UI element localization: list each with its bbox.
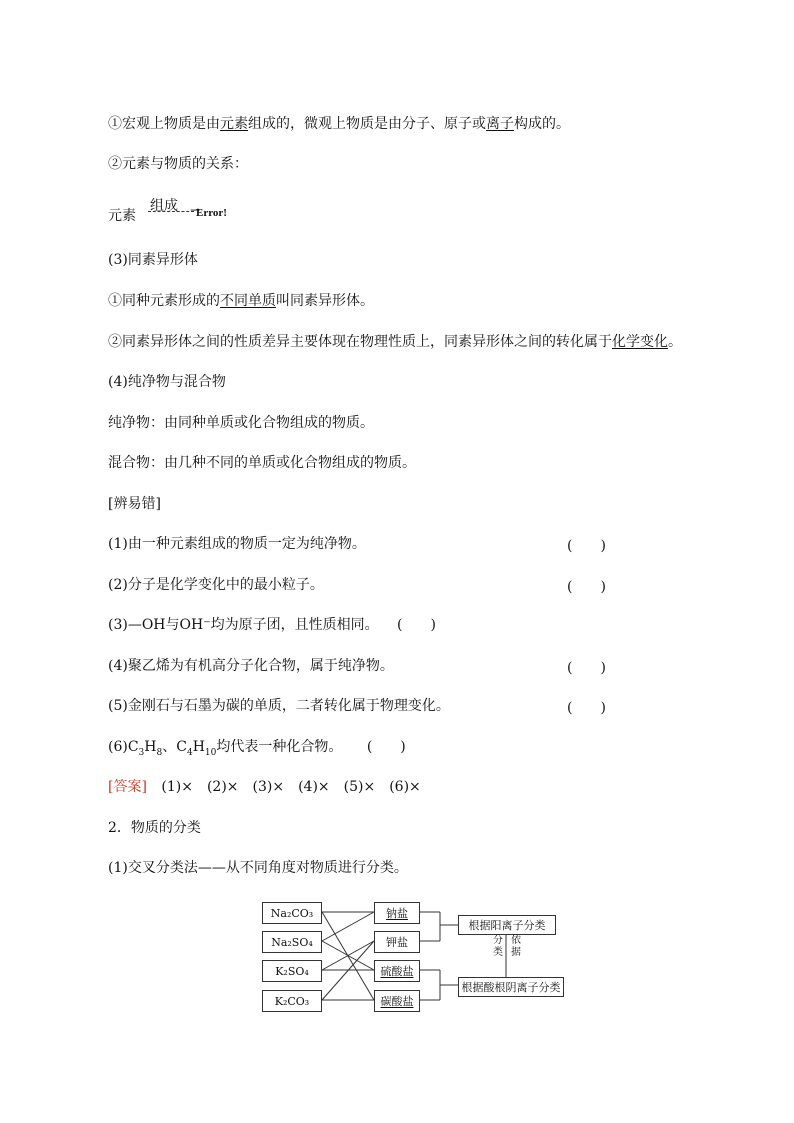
arrow-head-icon: → [190, 203, 201, 217]
formula-left: 元素 [108, 208, 136, 224]
category-label: 硫酸盐 [380, 965, 414, 978]
element-composition-formula [108, 195, 308, 235]
cross-classification-heading: (1)交叉分类法——从不同角度对物质进行分类。 [108, 860, 408, 876]
answer-paren: ( ) [567, 579, 606, 595]
paragraph-allotrope-diff [108, 333, 682, 351]
text: 构成的。 [514, 116, 570, 132]
category-label: 碳酸盐 [380, 995, 414, 1008]
answer-label: [答案] [108, 779, 147, 795]
formula-arrow-label: 组成 [150, 198, 178, 214]
text: ①宏观上物质是由 [108, 116, 220, 132]
text: (6)C [108, 739, 139, 755]
formula-box-k2co3: K₂CO₃ [262, 990, 322, 1012]
basis-box-cation: 根据阳离子分类 [458, 915, 556, 935]
answer-line [108, 778, 421, 796]
underlined-answer: 元素 [220, 116, 248, 132]
subscript: 10 [204, 747, 217, 758]
text: 叫同素异形体。 [276, 293, 374, 309]
paragraph-allotrope-def [108, 292, 374, 310]
answer-paren: ( ) [567, 700, 606, 716]
question-5: (5)金刚石与石墨为碳的单质，二者转化属于物理变化。 [108, 698, 450, 714]
text: 组成的，微观上物质是由分子、原子或 [248, 116, 486, 132]
category-box-carbonate [374, 990, 420, 1012]
text: H [144, 739, 157, 755]
underlined-answer: 不同单质 [220, 293, 276, 309]
paragraph-element-relation: ②元素与物质的关系： [108, 156, 248, 172]
formula-error: Error! [196, 207, 227, 219]
subscript: 3 [138, 747, 145, 758]
formula-box-na2so4: Na₂SO₄ [262, 931, 322, 953]
answer-paren: ( ) [366, 739, 406, 755]
vertical-label-basis: 依据 [511, 935, 521, 958]
basis-box-anion: 根据酸根阴离子分类 [458, 977, 564, 997]
heading-identify-errors: [辨易错] [108, 496, 161, 512]
section-2-heading: 2．物质的分类 [108, 820, 201, 836]
vertical-label-classify: 分类 [493, 935, 503, 958]
text: 。 [668, 334, 682, 350]
answer-paren: ( ) [567, 660, 606, 676]
formula-box-k2so4: K₂SO₄ [262, 960, 322, 982]
subscript: 8 [156, 747, 163, 758]
category-box-sulfate [374, 960, 420, 982]
text: ②同素异形体之间的性质差异主要体现在物理性质上，同素异形体之间的转化属于 [108, 334, 612, 350]
category-label: 钠盐 [386, 907, 408, 920]
answer-text: (1)× (2)× (3)× (4)× (5)× (6)× [161, 779, 421, 795]
formula-box-na2co3: Na₂CO₃ [262, 902, 322, 924]
underlined-answer: 化学变化 [612, 334, 668, 350]
text: H [192, 739, 205, 755]
text: 、C [162, 739, 187, 755]
question-6 [108, 738, 406, 762]
answer-paren: ( ) [567, 538, 606, 554]
heading-pure-mixture: (4)纯净物与混合物 [108, 374, 226, 390]
paragraph-macro-micro [108, 115, 570, 133]
text: ①同种元素形成的 [108, 293, 220, 309]
heading-allotrope: (3)同素异形体 [108, 252, 198, 268]
question-3 [108, 616, 436, 634]
text: 均代表一种化合物。 [216, 739, 343, 755]
category-box-sodium-salt [374, 902, 420, 924]
text: (3)—OH与OH⁻均为原子团，且性质相同。 [108, 617, 379, 633]
arrow-line [148, 211, 194, 212]
category-box-potassium-salt: 钾盐 [374, 931, 420, 953]
paragraph-mixture: 混合物：由几种不同的单质或化合物组成的物质。 [108, 455, 416, 471]
paragraph-pure: 纯净物：由同种单质或化合物组成的物质。 [108, 415, 374, 431]
question-1: (1)由一种元素组成的物质一定为纯净物。 [108, 536, 366, 552]
answer-paren: ( ) [397, 617, 436, 633]
underlined-answer: 离子 [486, 116, 514, 132]
question-4: (4)聚乙烯为有机高分子化合物，属于纯净物。 [108, 658, 394, 674]
question-2: (2)分子是化学变化中的最小粒子。 [108, 577, 324, 593]
subscript: 4 [186, 747, 193, 758]
